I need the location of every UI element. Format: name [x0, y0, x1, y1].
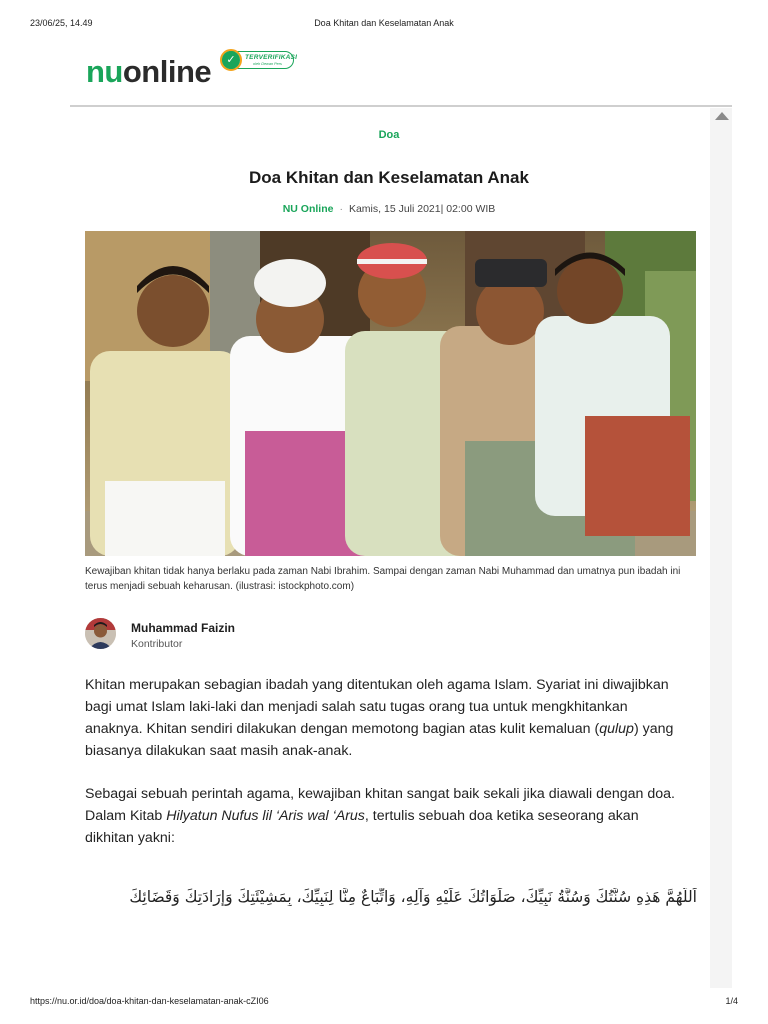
paragraph-2 [85, 783, 685, 849]
logo-nu: nu [86, 54, 123, 89]
paragraph-1-text-b: ) yang biasanya dilakukan saat masih anak-anak. [85, 721, 674, 759]
print-header [30, 18, 738, 30]
checkmark-icon: ✓ [222, 51, 240, 69]
paragraph-2-text-b: , tertulis sebuah doa ketika seseorang akan dikhitan yakni: [85, 808, 639, 846]
article-source[interactable]: NU Online [282, 203, 334, 215]
paragraph-1-italic: qulup [599, 721, 634, 737]
article-category[interactable]: Doa [378, 129, 400, 141]
print-page-title: Doa Khitan dan Keselamatan Anak [314, 18, 454, 28]
author-name[interactable]: Muhammad Faizin [131, 621, 236, 635]
logo-wordmark [86, 54, 211, 90]
print-datetime: 23/06/25, 14.49 [30, 18, 93, 28]
meta-separator: · [339, 203, 343, 215]
verified-subtext: oleh Dewan Pers [253, 62, 282, 66]
print-page-number: 1/4 [725, 996, 738, 1006]
article-meta [90, 203, 688, 215]
image-caption: Kewajiban khitan tidak hanya berlaku pada zaman Nabi Ibrahim. Sampai dengan zaman Nabi Muhammad dan umatnya pun ibadah ini terus menjadi sebuah keharusan. (ilustrasi: istockphoto.com) [85, 566, 681, 592]
logo-online: online [122, 54, 212, 89]
verified-text: TERVERIFIKASI [245, 54, 298, 61]
verified-badge [222, 51, 298, 69]
paragraph-1-text-a: Khitan merupakan sebagian ibadah yang ditentukan oleh agama Islam. Syariat ini diwajibkan bagi umat Islam laki-laki dan menjadi salah satu tugas orang tua untuk mengkhitankan anaknya. Khitan sendiri dilakukan dengan memotong bagian atas kulit kemaluan ( [85, 677, 669, 737]
article-time: | 02:00 WIB [440, 203, 496, 215]
paragraph-2-italic: Hilyatun Nufus lil ‘Aris wal ‘Arus [166, 808, 365, 824]
print-url: https://nu.or.id/doa/doa-khitan-dan-keselamatan-anak-cZI06 [30, 996, 269, 1006]
header-divider [70, 105, 732, 107]
paragraph-2-text-a: Sebagai sebuah perintah agama, kewajiban khitan sangat baik sekali jika diawali dengan doa. Dalam Kitab [85, 786, 675, 824]
print-footer [30, 996, 738, 1008]
article-title: Doa Khitan dan Keselamatan Anak [249, 168, 529, 187]
site-logo[interactable] [86, 50, 316, 92]
avatar[interactable] [85, 618, 116, 649]
article-date: Kamis, 15 Juli 2021 [348, 203, 441, 215]
scroll-up-arrow-icon[interactable] [715, 112, 729, 120]
author-block[interactable] [85, 618, 485, 654]
hero-image [85, 231, 696, 556]
scrollbar[interactable] [710, 108, 732, 988]
paragraph-1 [85, 674, 685, 762]
author-role: Kontributor [131, 638, 183, 650]
arabic-prayer: اَللَّهُمَّ هَذِهِ سُنَّتُكَ وَسُنَّةُ نَبِيِّكَ، صَلَوَاتُكَ عَلَيْهِ وَآلِهِ، وَاتِّبَاعٌ مِنَّا لِنَبِيِّكَ، بِمَشِيْئَتِكَ وَإِرَادَتِكَ وَقَضَائِكَ [129, 888, 697, 906]
